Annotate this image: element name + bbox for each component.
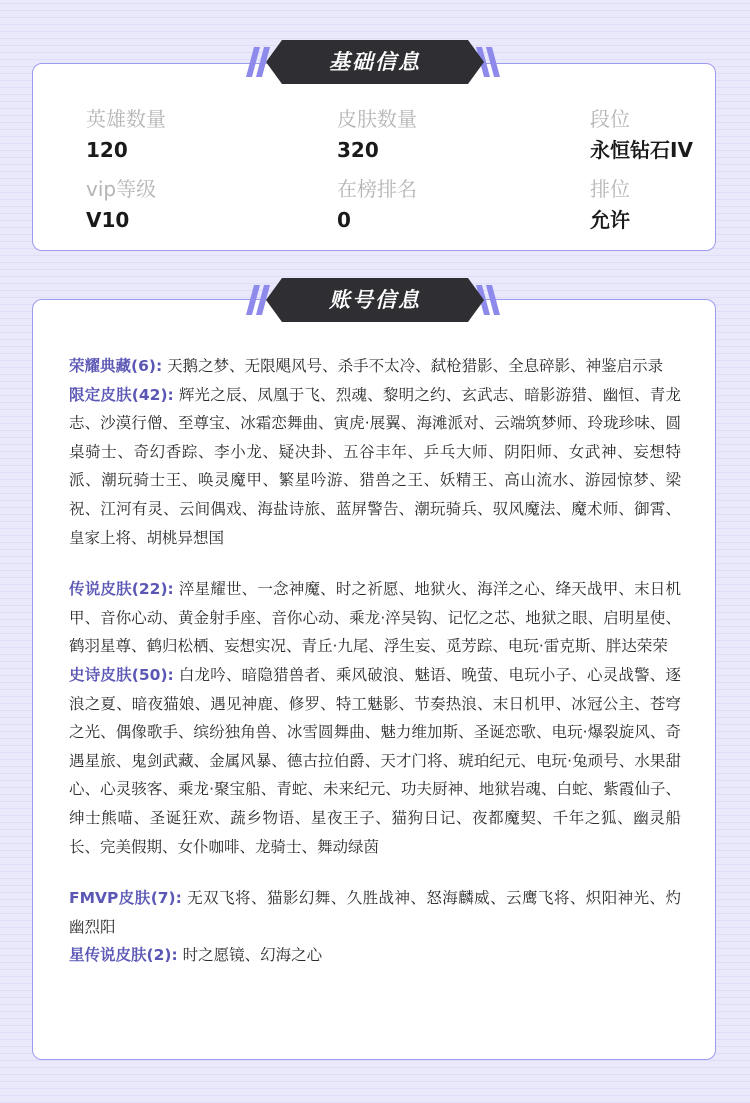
- category-label: 史诗皮肤(50):: [69, 665, 174, 684]
- skin-category-epic: [69, 661, 681, 861]
- section-title-basic: 基础信息: [329, 50, 421, 74]
- stat-label: 段位: [590, 107, 630, 131]
- stat-leaderboard-rank: [337, 177, 417, 232]
- category-label: 荣耀典藏(6):: [69, 357, 163, 375]
- stat-value: 320: [337, 138, 379, 162]
- stat-value: 0: [337, 208, 351, 232]
- skin-category-limited: [69, 381, 681, 553]
- stat-hero-count: [86, 107, 166, 162]
- category-items: 时之愿镜、幻海之心: [182, 946, 323, 965]
- category-items: 白龙吟、暗隐猎兽者、乘风破浪、魅语、晚萤、电玩小子、心灵战警、逐浪之夏、暗夜猫娘、遇见神鹿、修罗、特工魅影、节奏热浪、末日机甲、冰冠公主、苍穹之光、偶像歌手、缤纷独角兽、冰雪圆舞曲、魅力维加斯、圣诞恋歌、电玩·爆裂旋风、奇遇星旅、鬼剑武藏、金属风暴、德古拉伯爵、天才门将、琥珀纪元、电玩·兔顽号、水果甜心、心灵骇客、乘龙·聚宝船、青蛇、未来纪元、功夫厨神、地狱岩魂、白蛇、紫霞仙子、绅士熊喵、圣诞狂欢、蔬乡物语、星夜王子、猫狗日记、夜都魔契、千年之狐、幽灵船长、完美假期、女仆咖啡、龙骑士、舞动绿茵: [69, 665, 681, 856]
- skin-category-star-legend: [69, 941, 681, 970]
- skin-category-fmvp: [69, 884, 681, 941]
- section-title-account: 账号信息: [329, 288, 421, 312]
- category-label: 传说皮肤(22):: [69, 580, 174, 599]
- category-items: 淬星耀世、一念神魔、时之祈愿、地狱火、海洋之心、绛天战甲、末日机甲、音你心动、黄金射手座、音你心动、乘龙·淬吴钩、记忆之芯、地狱之眼、启明星使、鹤羽星尊、鹤归松栖、妄想实况、青丘·九尾、浮生妄、觅芳踪、电玩·雷克斯、胖达荣荣: [69, 580, 681, 656]
- stat-label: 英雄数量: [86, 107, 166, 131]
- stat-label: 在榜排名: [337, 177, 417, 201]
- stat-value: 120: [86, 138, 128, 162]
- category-items: 天鹅之梦、无限飓风号、杀手不太冷、弑枪猎影、全息碎影、神鉴启示录: [167, 357, 664, 375]
- account-info-card: [32, 299, 716, 1060]
- basic-info-card: [32, 63, 716, 251]
- stat-label: vip等级: [86, 177, 157, 201]
- skin-category-legend: [69, 575, 681, 661]
- category-label: 限定皮肤(42):: [69, 385, 174, 404]
- stat-skin-count: [337, 107, 417, 162]
- stat-value: V10: [86, 208, 130, 232]
- skin-list: [69, 352, 681, 970]
- section-banner-basic: [246, 38, 504, 86]
- stat-vip-level: [86, 177, 156, 232]
- category-items: 辉光之辰、凤凰于飞、烈魂、黎明之约、玄武志、暗影游猎、幽恒、青龙志、沙漠行僧、至尊宝、冰霜恋舞曲、寅虎·展翼、海滩派对、云端筑梦师、玲珑珍味、圆桌骑士、奇幻香踪、李小龙、疑决卦、五谷丰年、乒乓大师、阴阳师、女武神、妄想特派、潮玩骑士王、唤灵魔甲、繁星吟游、猎兽之王、妖精王、高山流水、游园惊梦、梁祝、江河有灵、云间偶戏、海盐诗旅、蓝屏警告、潮玩骑兵、驭风魔法、魔术师、御霄、皇家上将、胡桃异想国: [69, 385, 681, 547]
- stat-rank-tier: [590, 107, 693, 162]
- skin-category-glory: [69, 352, 681, 381]
- stat-label: 皮肤数量: [337, 107, 417, 131]
- category-label: 星传说皮肤(2):: [69, 946, 178, 965]
- stat-value: 永恒钻石IV: [590, 138, 693, 162]
- category-items: 无双飞将、猫影幻舞、久胜战神、怒海麟威、云鹰飞将、炽阳神光、灼幽烈阳: [69, 889, 681, 936]
- category-label: FMVP皮肤(7):: [69, 889, 182, 908]
- stat-ranked-mode: [590, 177, 630, 232]
- stat-value: 允许: [590, 208, 630, 232]
- stat-label: 排位: [590, 177, 630, 201]
- section-banner-account: [246, 276, 504, 324]
